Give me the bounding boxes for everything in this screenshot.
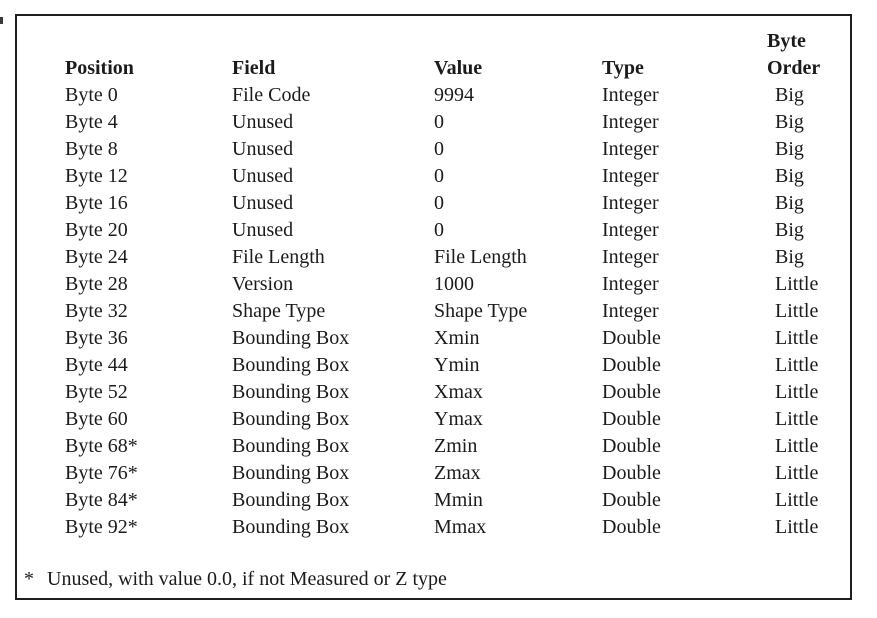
cell-byte-order: Little xyxy=(775,273,819,295)
table-row xyxy=(65,217,850,244)
table-row xyxy=(65,82,850,109)
footnote-text: Unused, with value 0.0, if not Measured or Z type xyxy=(47,568,447,590)
cell-value: Mmax xyxy=(434,516,487,538)
cell-field: Bounding Box xyxy=(232,354,350,376)
cell-position: Byte 24 xyxy=(65,246,128,268)
cell-position: Byte 44 xyxy=(65,354,128,376)
table-header-row xyxy=(65,28,850,82)
cell-byte-order: Little xyxy=(775,354,819,376)
cell-position: Byte 4 xyxy=(65,111,118,133)
cell-field: Bounding Box xyxy=(232,516,350,538)
table-row xyxy=(65,271,850,298)
cell-byte-order: Little xyxy=(775,435,819,457)
cell-value: 0 xyxy=(434,219,444,241)
cell-byte-order: Big xyxy=(775,192,804,214)
cell-field: Bounding Box xyxy=(232,381,350,403)
table-row xyxy=(65,136,850,163)
cell-position: Byte 52 xyxy=(65,381,128,403)
cell-position: Byte 84* xyxy=(65,489,138,511)
cell-type: Double xyxy=(602,516,661,538)
table-body xyxy=(65,82,850,541)
footnote-marker: * xyxy=(24,568,34,590)
cell-byte-order: Little xyxy=(775,462,819,484)
cell-byte-order: Little xyxy=(775,516,819,538)
cell-field: File Code xyxy=(232,84,311,106)
table-row xyxy=(65,163,850,190)
cell-field: Unused xyxy=(232,138,294,160)
cell-type: Double xyxy=(602,462,661,484)
cell-value: Xmax xyxy=(434,381,483,403)
table-row xyxy=(65,352,850,379)
cell-value: File Length xyxy=(434,246,527,268)
cell-value: Mmin xyxy=(434,489,483,511)
cell-byte-order: Little xyxy=(775,300,819,322)
table-row xyxy=(65,379,850,406)
table-row xyxy=(65,109,850,136)
cell-position: Byte 68* xyxy=(65,435,138,457)
table-row xyxy=(65,487,850,514)
cell-position: Byte 12 xyxy=(65,165,128,187)
cell-value: 0 xyxy=(434,192,444,214)
shapefile-header-table xyxy=(65,28,850,541)
cell-type: Double xyxy=(602,354,661,376)
cell-position: Byte 36 xyxy=(65,327,128,349)
cell-type: Integer xyxy=(602,165,659,187)
column-header-byte-order: Byte Order xyxy=(767,30,821,79)
cell-position: Byte 0 xyxy=(65,84,118,106)
cell-type: Integer xyxy=(602,219,659,241)
cell-type: Integer xyxy=(602,246,659,268)
cell-field: Unused xyxy=(232,219,294,241)
cell-type: Integer xyxy=(602,138,659,160)
footnote xyxy=(24,566,447,593)
cell-value: Ymin xyxy=(434,354,480,376)
cell-value: Ymax xyxy=(434,408,483,430)
cell-value: Zmin xyxy=(434,435,478,457)
cell-type: Double xyxy=(602,435,661,457)
cell-byte-order: Little xyxy=(775,489,819,511)
cell-value: 1000 xyxy=(434,273,474,295)
cell-type: Double xyxy=(602,489,661,511)
cell-position: Byte 16 xyxy=(65,192,128,214)
cell-field: Version xyxy=(232,273,294,295)
cell-type: Double xyxy=(602,327,661,349)
cell-value: 0 xyxy=(434,165,444,187)
table-row xyxy=(65,433,850,460)
cell-field: File Length xyxy=(232,246,325,268)
table-row xyxy=(65,460,850,487)
cell-position: Byte 20 xyxy=(65,219,128,241)
cell-field: Unused xyxy=(232,165,294,187)
cell-value: 9994 xyxy=(434,84,474,106)
cell-position: Byte 76* xyxy=(65,462,138,484)
cell-byte-order: Little xyxy=(775,381,819,403)
cell-value: 0 xyxy=(434,138,444,160)
scan-artifact xyxy=(0,17,3,24)
cell-position: Byte 92* xyxy=(65,516,138,538)
cell-position: Byte 28 xyxy=(65,273,128,295)
cell-position: Byte 60 xyxy=(65,408,128,430)
cell-byte-order: Big xyxy=(775,246,804,268)
cell-byte-order: Little xyxy=(775,327,819,349)
cell-position: Byte 8 xyxy=(65,138,118,160)
table-row xyxy=(65,298,850,325)
cell-type: Integer xyxy=(602,300,659,322)
cell-byte-order: Little xyxy=(775,408,819,430)
table-row xyxy=(65,325,850,352)
cell-type: Integer xyxy=(602,111,659,133)
column-header-position: Position xyxy=(65,57,134,79)
table-row xyxy=(65,406,850,433)
cell-field: Unused xyxy=(232,111,294,133)
cell-type: Integer xyxy=(602,84,659,106)
cell-value: Xmin xyxy=(434,327,480,349)
cell-type: Integer xyxy=(602,192,659,214)
cell-byte-order: Big xyxy=(775,165,804,187)
cell-type: Double xyxy=(602,381,661,403)
cell-type: Integer xyxy=(602,273,659,295)
cell-field: Bounding Box xyxy=(232,462,350,484)
header-table-frame xyxy=(15,14,852,600)
table-row xyxy=(65,514,850,541)
cell-field: Shape Type xyxy=(232,300,326,322)
cell-field: Bounding Box xyxy=(232,408,350,430)
cell-value: Shape Type xyxy=(434,300,528,322)
cell-byte-order: Big xyxy=(775,84,804,106)
cell-value: 0 xyxy=(434,111,444,133)
column-header-field: Field xyxy=(232,57,276,79)
table-header xyxy=(65,28,850,82)
cell-field: Bounding Box xyxy=(232,327,350,349)
table-row xyxy=(65,244,850,271)
cell-byte-order: Big xyxy=(775,138,804,160)
column-header-value: Value xyxy=(434,57,483,79)
cell-field: Bounding Box xyxy=(232,489,350,511)
cell-byte-order: Big xyxy=(775,219,804,241)
cell-field: Unused xyxy=(232,192,294,214)
cell-byte-order: Big xyxy=(775,111,804,133)
column-header-type: Type xyxy=(602,57,644,79)
cell-type: Double xyxy=(602,408,661,430)
cell-value: Zmax xyxy=(434,462,481,484)
cell-position: Byte 32 xyxy=(65,300,128,322)
table-row xyxy=(65,190,850,217)
cell-field: Bounding Box xyxy=(232,435,350,457)
